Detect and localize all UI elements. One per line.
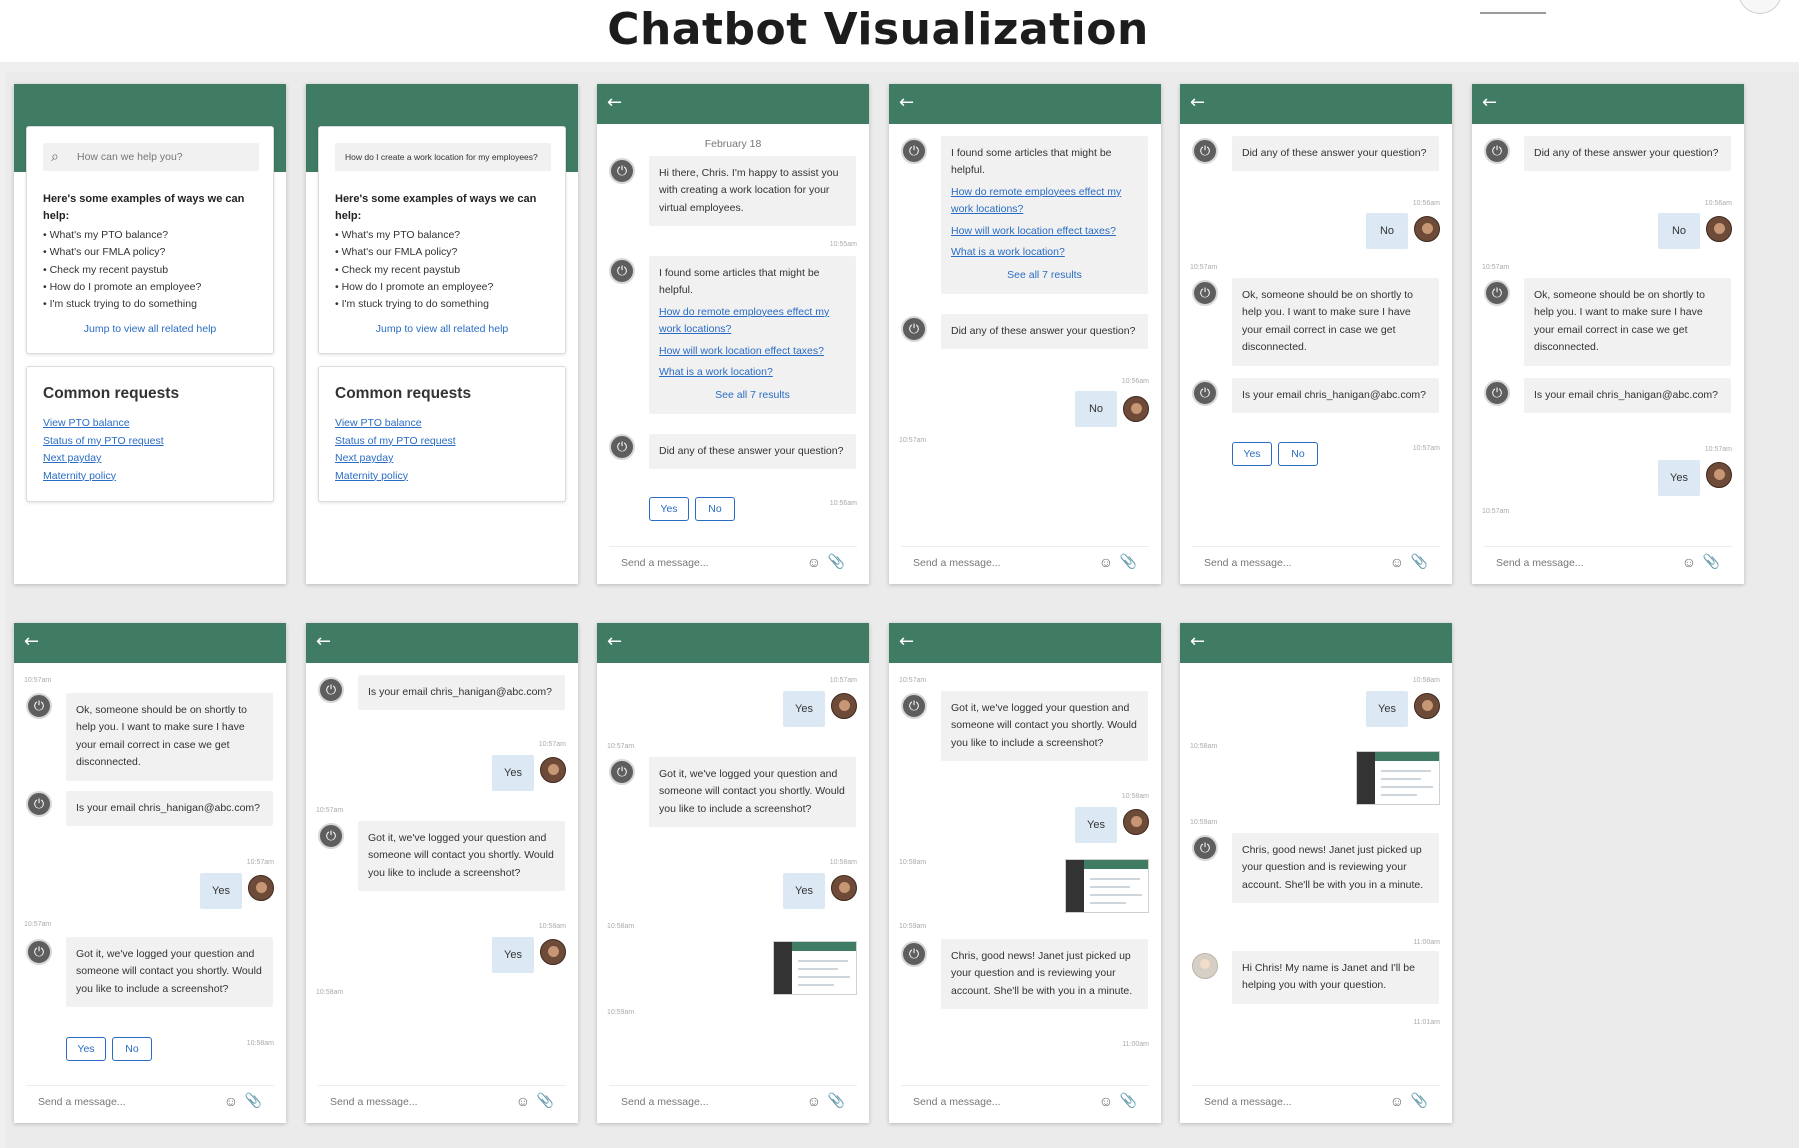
timestamp: 10:55am — [829, 241, 857, 248]
timestamp: 10:57am — [24, 677, 52, 684]
bot-message: Did any of these answer your question? — [1232, 136, 1439, 171]
article-link[interactable]: What is a work location? — [951, 246, 1065, 259]
bot-message: Chris, good news! Janet just picked up your question and is reviewing your account. She'll be with you in a minute. — [1232, 833, 1439, 903]
search-input[interactable] — [43, 143, 259, 171]
common-requests-card — [26, 366, 274, 502]
message-composer[interactable] — [1192, 546, 1440, 574]
common-request-link[interactable]: View PTO balance — [43, 417, 130, 429]
message-composer[interactable] — [1192, 1085, 1440, 1113]
user-avatar — [831, 693, 857, 719]
message-composer[interactable] — [609, 546, 857, 574]
bot-message — [941, 136, 1148, 294]
no-button[interactable]: No — [1278, 442, 1318, 466]
user-message: No — [1075, 391, 1117, 427]
help-examples-list — [43, 227, 201, 313]
help-intro: Here's some examples of ways we can help: — [43, 193, 245, 222]
thumb-line — [798, 976, 850, 978]
attachment-icon[interactable]: 📎 — [1410, 1092, 1428, 1108]
chatbot-screen-6 — [1472, 84, 1744, 584]
user-avatar — [1706, 462, 1732, 488]
screenshot-thumbnail[interactable] — [773, 941, 857, 995]
article-link[interactable]: How will work location effect taxes? — [951, 224, 1116, 237]
emoji-icon[interactable]: ☺ — [1389, 554, 1404, 570]
emoji-icon[interactable]: ☺ — [1389, 1093, 1404, 1109]
message-input[interactable]: Send a message... — [1496, 557, 1584, 569]
timestamp: 10:58am — [899, 859, 927, 866]
bot-avatar-icon: ⏻ — [318, 823, 344, 849]
user-message: No — [1366, 213, 1408, 249]
emoji-icon[interactable]: ☺ — [1098, 554, 1113, 570]
bot-avatar-icon: ⏻ — [1192, 835, 1218, 861]
chatbot-screen-1 — [14, 84, 286, 584]
article-link[interactable]: What is a work location? — [659, 366, 773, 379]
user-message: Yes — [783, 873, 825, 909]
timestamp: 10:56am — [829, 500, 857, 507]
bot-message: Is your email chris_hanigan@abc.com? — [66, 791, 273, 826]
attachment-icon[interactable]: 📎 — [1410, 553, 1428, 569]
thumb-sidebar — [1066, 860, 1084, 912]
attachment-icon[interactable]: 📎 — [827, 1092, 845, 1108]
common-requests-card — [318, 366, 566, 502]
screen-header — [889, 623, 1161, 663]
user-avatar — [1123, 396, 1149, 422]
timestamp: 10:57am — [1704, 446, 1732, 453]
screen-header — [1180, 84, 1452, 124]
screen-header — [1180, 623, 1452, 663]
common-requests-title: Common requests — [43, 385, 180, 402]
bot-message: Ok, someone should be on shortly to help you. I want to make sure I have your email correct in case we get disconnected. — [66, 693, 273, 781]
bot-avatar-icon: ⏻ — [901, 138, 927, 164]
common-request-link[interactable]: View PTO balance — [335, 417, 422, 429]
bot-avatar-icon: ⏻ — [26, 693, 52, 719]
common-requests-links — [335, 415, 456, 485]
timestamp: 10:58am — [607, 923, 635, 930]
no-button[interactable]: No — [112, 1037, 152, 1061]
user-avatar — [1414, 216, 1440, 242]
back-arrow-icon[interactable]: ← — [607, 631, 623, 652]
timestamp: 10:58am — [1412, 677, 1440, 684]
back-arrow-icon[interactable]: ← — [1190, 631, 1206, 652]
message-input[interactable]: Send a message... — [913, 557, 1001, 569]
user-avatar — [1123, 809, 1149, 835]
thumb-sidebar — [1357, 752, 1375, 804]
user-avatar — [540, 757, 566, 783]
user-avatar — [1414, 693, 1440, 719]
message-composer[interactable] — [26, 1085, 274, 1113]
back-arrow-icon[interactable]: ← — [899, 631, 915, 652]
top-divider — [1480, 12, 1546, 14]
bot-message: Got it, we've logged your question and someone will contact you shortly. Would you like to include a screenshot? — [649, 757, 856, 827]
help-card — [318, 126, 566, 354]
top-bar — [0, 0, 1799, 62]
chatbot-screen-5 — [1180, 84, 1452, 584]
message-composer[interactable] — [901, 1085, 1149, 1113]
yes-no-buttons — [1232, 442, 1324, 468]
search-placeholder: How can we help you? — [77, 151, 183, 163]
bot-avatar-icon: ⏻ — [1192, 280, 1218, 306]
bot-message: Got it, we've logged your question and someone will contact you shortly. Would you like to include a screenshot? — [358, 821, 565, 891]
bot-avatar-icon: ⏻ — [609, 759, 635, 785]
chatbot-screen-9 — [597, 623, 869, 1123]
attachment-icon[interactable]: 📎 — [1119, 1092, 1137, 1108]
view-all-help-link[interactable]: Jump to view all related help — [375, 323, 509, 335]
see-all-results-link[interactable]: See all 7 results — [1007, 269, 1082, 282]
back-arrow-icon[interactable]: ← — [316, 631, 332, 652]
user-message: Yes — [1075, 807, 1117, 843]
emoji-icon[interactable]: ☺ — [223, 1093, 238, 1109]
chatbot-screen-7 — [14, 623, 286, 1123]
timestamp: 10:57am — [1190, 264, 1218, 271]
bot-message: Chris, good news! Janet just picked up your question and is reviewing your account. She'll be with you in a minute. — [941, 939, 1148, 1009]
page-title: Chatbot Visualization — [607, 4, 1149, 55]
no-button[interactable]: No — [695, 497, 735, 521]
emoji-icon[interactable]: ☺ — [1681, 554, 1696, 570]
view-all-help-link[interactable]: Jump to view all related help — [83, 323, 217, 335]
message-composer[interactable] — [901, 546, 1149, 574]
bot-message: Hi there, Chris. I'm happy to assist you with creating a work location for your virtual employees. — [649, 156, 856, 226]
user-avatar — [1706, 216, 1732, 242]
help-example-item[interactable]: • Check my recent paystub — [43, 263, 169, 276]
timestamp: 10:58am — [316, 989, 344, 996]
bot-message-text: I found some articles that might be helpful. — [659, 267, 820, 297]
back-arrow-icon[interactable]: ← — [899, 92, 915, 113]
timestamp: 10:57am — [1412, 445, 1440, 452]
common-request-link[interactable]: Status of my PTO request — [43, 434, 164, 447]
attachment-icon[interactable]: 📎 — [536, 1092, 554, 1108]
bot-avatar-icon: ⏻ — [609, 258, 635, 284]
user-message: Yes — [492, 937, 534, 973]
help-example-item[interactable]: • What's our FMLA policy? — [335, 246, 458, 259]
bot-avatar-icon: ⏻ — [26, 791, 52, 817]
help-example-item[interactable]: • What's my PTO balance? — [43, 229, 169, 241]
user-avatar — [540, 939, 566, 965]
search-query: How do I create a work location for my employees? — [345, 152, 538, 162]
timestamp: 10:57am — [538, 741, 566, 748]
user-message: No — [1658, 213, 1700, 249]
attachment-icon[interactable]: 📎 — [1702, 553, 1720, 569]
bot-message: Did any of these answer your question? — [941, 314, 1148, 349]
help-examples-list — [335, 227, 493, 313]
timestamp: 11:01am — [1413, 1019, 1440, 1026]
timestamp: 10:56am — [1412, 200, 1440, 207]
common-requests-links — [43, 415, 164, 485]
timestamp: 10:57am — [899, 437, 927, 444]
bot-message: Got it, we've logged your question and someone will contact you shortly. Would you like to include a screenshot? — [941, 691, 1148, 761]
chatbot-screen-8 — [306, 623, 578, 1123]
timestamp: 11:00am — [1413, 939, 1440, 946]
bot-avatar-icon: ⏻ — [1484, 138, 1510, 164]
bot-message: Is your email chris_hanigan@abc.com? — [1232, 378, 1439, 413]
timestamp: 10:57am — [316, 807, 344, 814]
back-arrow-icon[interactable]: ← — [1190, 92, 1206, 113]
attachment-icon[interactable]: 📎 — [827, 553, 845, 569]
help-intro: Here's some examples of ways we can help: — [335, 193, 537, 222]
timestamp: 10:57am — [1482, 264, 1510, 271]
timestamp: 10:58am — [246, 1040, 274, 1047]
bot-avatar-icon: ⏻ — [1484, 280, 1510, 306]
common-request-link[interactable]: Next payday — [43, 452, 102, 464]
user-avatar — [248, 875, 274, 901]
search-input[interactable] — [335, 143, 551, 171]
emoji-icon[interactable]: ☺ — [1098, 1093, 1113, 1109]
timestamp: 10:57am — [24, 921, 52, 928]
bot-message: Is your email chris_hanigan@abc.com? — [358, 675, 565, 710]
chatbot-screen-4 — [889, 84, 1161, 584]
timestamp: 10:58am — [1121, 793, 1149, 800]
screenshot-thumbnail[interactable] — [1356, 751, 1440, 805]
bot-message: Did any of these answer your question? — [1524, 136, 1731, 171]
common-request-link[interactable]: Maternity policy — [335, 469, 408, 482]
screen-header — [14, 623, 286, 663]
yes-no-buttons — [66, 1037, 158, 1063]
help-example-item[interactable]: • How do I promote an employee? — [43, 280, 202, 293]
thumb-line — [1381, 770, 1431, 772]
attachment-icon[interactable]: 📎 — [1119, 553, 1137, 569]
see-all-results-link[interactable]: See all 7 results — [715, 389, 790, 402]
yes-button[interactable]: Yes — [66, 1037, 106, 1061]
thumb-line — [798, 968, 838, 970]
search-icon: ⌕ — [51, 148, 59, 164]
bot-avatar-icon: ⏻ — [609, 158, 635, 184]
user-message: Yes — [1366, 691, 1408, 727]
back-arrow-icon[interactable]: ← — [1482, 92, 1498, 113]
bot-avatar-icon: ⏻ — [901, 316, 927, 342]
help-example-item[interactable]: • How do I promote an employee? — [335, 280, 494, 293]
screen-header — [889, 84, 1161, 124]
article-link[interactable]: How will work location effect taxes? — [659, 344, 824, 357]
thumb-sidebar — [774, 942, 792, 994]
bot-message: Ok, someone should be on shortly to help you. I want to make sure I have your email correct in case we get disconnected. — [1232, 278, 1439, 366]
emoji-icon[interactable]: ☺ — [515, 1093, 530, 1109]
chatbot-screen-10 — [889, 623, 1161, 1123]
bot-avatar-icon: ⏻ — [1192, 138, 1218, 164]
help-example-item[interactable]: • What's my PTO balance? — [335, 229, 461, 241]
message-input[interactable]: Send a message... — [1204, 1096, 1292, 1108]
message-input[interactable]: Send a message... — [621, 1096, 709, 1108]
bot-avatar-icon: ⏻ — [901, 941, 927, 967]
timestamp: 10:58am — [538, 923, 566, 930]
timestamp: 10:59am — [1190, 819, 1218, 826]
bot-avatar-icon: ⏻ — [609, 434, 635, 460]
common-requests-title: Common requests — [335, 385, 472, 402]
message-input[interactable]: Send a message... — [621, 557, 709, 569]
timestamp: 10:59am — [607, 1009, 635, 1016]
bot-message: Is your email chris_hanigan@abc.com? — [1524, 378, 1731, 413]
thumb-line — [1381, 786, 1433, 788]
user-message: Yes — [783, 691, 825, 727]
help-example-item[interactable]: • I'm stuck trying to do something — [335, 298, 489, 311]
bot-avatar-icon: ⏻ — [26, 939, 52, 965]
article-link[interactable]: How do remote employees effect my work locations? — [951, 185, 1122, 216]
message-input[interactable]: Send a message... — [38, 1096, 126, 1108]
screen-header — [597, 623, 869, 663]
chatbot-screen-3 — [597, 84, 869, 584]
back-arrow-icon[interactable]: ← — [607, 92, 623, 113]
user-message: Yes — [1658, 460, 1700, 496]
bot-message: Ok, someone should be on shortly to help you. I want to make sure I have your email correct in case we get disconnected. — [1524, 278, 1731, 366]
timestamp: 10:57am — [899, 677, 927, 684]
user-message: Yes — [200, 873, 242, 909]
message-composer[interactable] — [318, 1085, 566, 1113]
screenshot-thumbnail[interactable] — [1065, 859, 1149, 913]
timestamp: 10:58am — [1190, 743, 1218, 750]
bot-avatar-icon: ⏻ — [1192, 380, 1218, 406]
yes-button[interactable]: Yes — [649, 497, 689, 521]
help-example-item[interactable]: • I'm stuck trying to do something — [43, 298, 197, 311]
agent-message: Hi Chris! My name is Janet and I'll be helping you with your question. — [1232, 951, 1439, 1004]
help-example-item[interactable]: • Check my recent paystub — [335, 263, 461, 276]
timestamp: 10:57am — [829, 677, 857, 684]
help-card — [26, 126, 274, 354]
user-message: Yes — [492, 755, 534, 791]
timestamp: 10:59am — [899, 923, 927, 930]
thumb-line — [1090, 894, 1142, 896]
timestamp: 10:56am — [1121, 378, 1149, 385]
message-input[interactable]: Send a message... — [913, 1096, 1001, 1108]
bot-message: Did any of these answer your question? — [649, 434, 856, 469]
timestamp: 10:57am — [246, 859, 274, 866]
bot-avatar-icon: ⏻ — [901, 693, 927, 719]
yes-button[interactable]: Yes — [1232, 442, 1272, 466]
emoji-icon[interactable]: ☺ — [806, 554, 821, 570]
attachment-icon[interactable]: 📎 — [244, 1092, 262, 1108]
thumb-line — [1090, 878, 1140, 880]
thumb-line — [1090, 886, 1130, 888]
message-input[interactable]: Send a message... — [1204, 557, 1292, 569]
yes-no-buttons — [649, 497, 741, 523]
timestamp: 10:57am — [1482, 508, 1510, 515]
bot-avatar-icon: ⏻ — [318, 677, 344, 703]
chatbot-screen-2 — [306, 84, 578, 584]
back-arrow-icon[interactable]: ← — [24, 631, 40, 652]
user-avatar — [831, 875, 857, 901]
thumb-line — [798, 984, 834, 986]
thumb-line — [1381, 778, 1421, 780]
article-link[interactable]: How do remote employees effect my work locations? — [659, 305, 830, 336]
bot-avatar-icon: ⏻ — [1484, 380, 1510, 406]
bot-message: Got it, we've logged your question and someone will contact you shortly. Would you like to include a screenshot? — [66, 937, 273, 1007]
thumb-line — [1090, 902, 1126, 904]
message-input[interactable]: Send a message... — [330, 1096, 418, 1108]
conversation-date: February 18 — [704, 138, 762, 150]
screen-header — [597, 84, 869, 124]
common-request-link[interactable]: Status of my PTO request — [335, 434, 456, 447]
chatbot-screen-11 — [1180, 623, 1452, 1123]
common-request-link[interactable]: Maternity policy — [43, 469, 116, 482]
screen-header — [1472, 84, 1744, 124]
help-example-item[interactable]: • What's our FMLA policy? — [43, 246, 166, 259]
thumb-line — [1381, 794, 1417, 796]
timestamp: 10:58am — [829, 859, 857, 866]
common-request-link[interactable]: Next payday — [335, 452, 394, 464]
screen-header — [306, 623, 578, 663]
message-composer[interactable] — [1484, 546, 1732, 574]
agent-avatar — [1192, 953, 1218, 979]
message-composer[interactable] — [609, 1085, 857, 1113]
thumb-line — [798, 960, 848, 962]
bot-message-text: I found some articles that might be helpful. — [951, 147, 1112, 177]
bot-message — [649, 256, 856, 414]
timestamp: 11:00am — [1122, 1041, 1149, 1048]
emoji-icon[interactable]: ☺ — [806, 1093, 821, 1109]
timestamp: 10:57am — [607, 743, 635, 750]
timestamp: 10:56am — [1704, 200, 1732, 207]
